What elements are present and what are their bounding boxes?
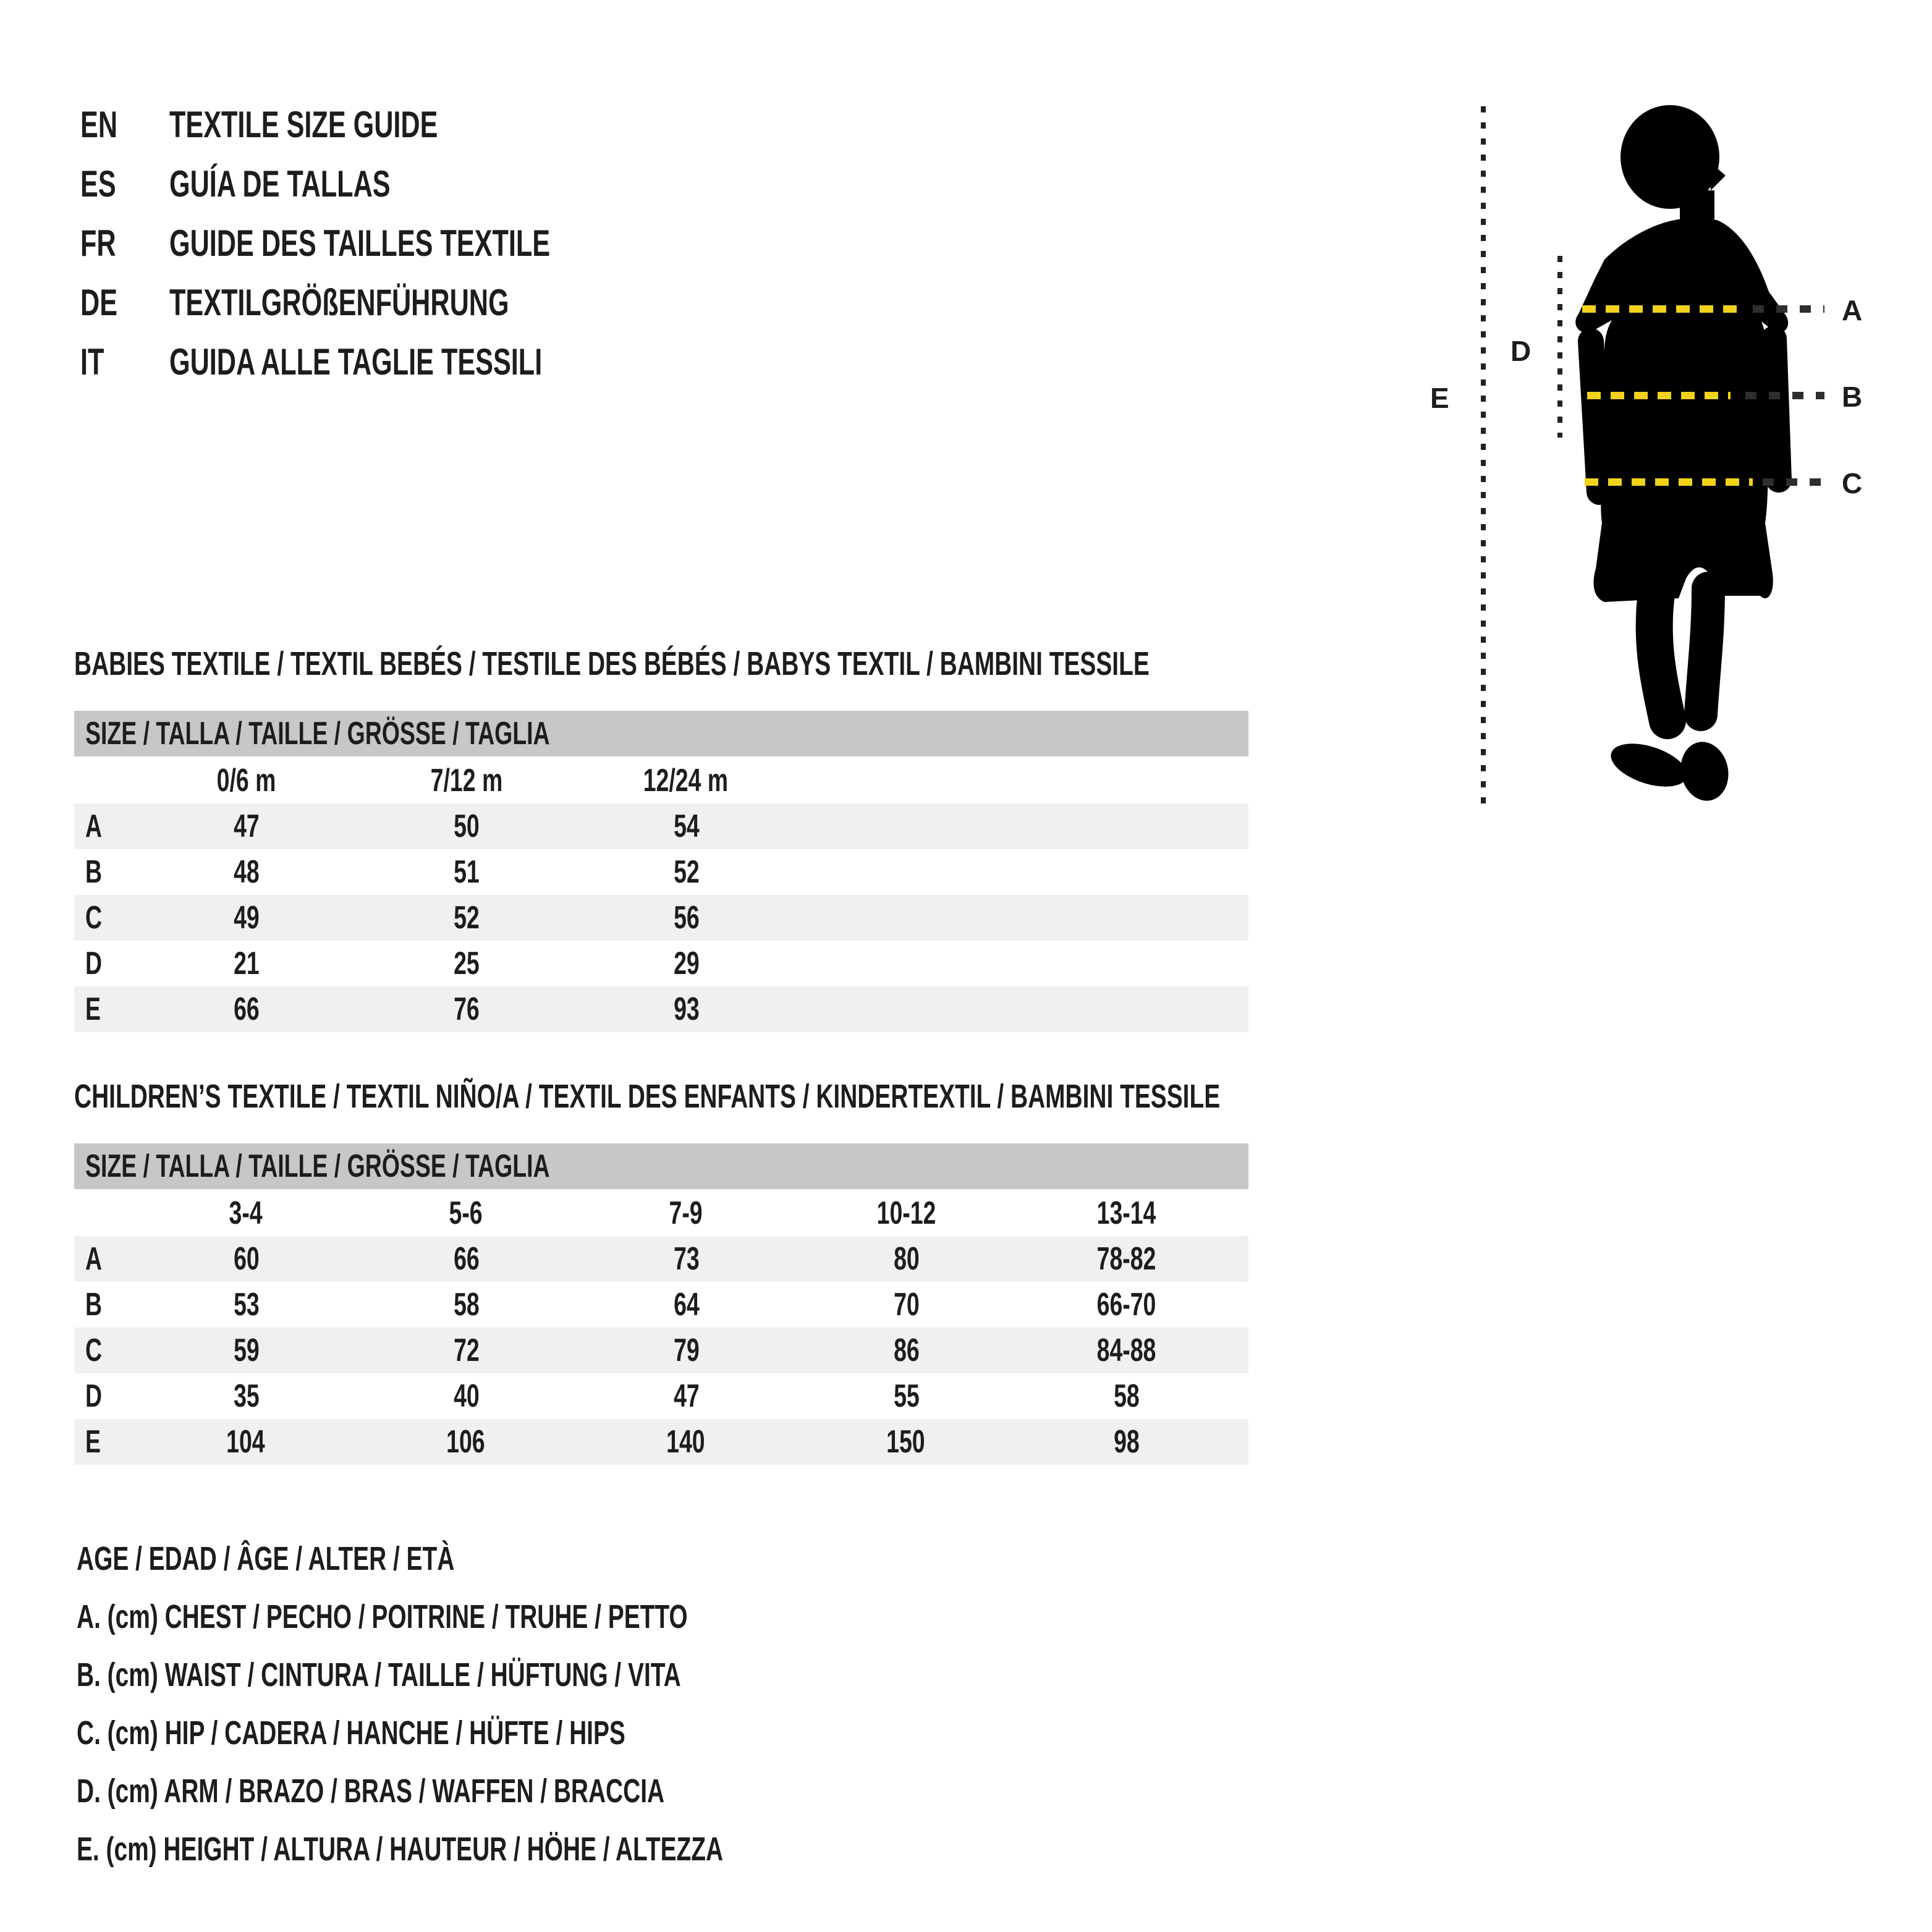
row-label: [74, 807, 136, 845]
language-code: IT: [80, 342, 104, 383]
row-label: [74, 853, 136, 891]
row-label-text: A: [85, 1240, 103, 1277]
size-value: [576, 990, 796, 1028]
size-value-text: 64: [673, 1286, 699, 1323]
row-label-text: C: [85, 1331, 103, 1368]
size-value: [136, 1423, 356, 1461]
size-value-text: 53: [233, 1286, 259, 1323]
size-value: [576, 944, 796, 983]
size-value: [136, 807, 356, 845]
size-value-text: 60: [233, 1240, 259, 1277]
size-value-text: 47: [673, 1377, 699, 1414]
babies-column-header-row: [74, 756, 1248, 803]
size-value-text: 66-70: [1096, 1286, 1156, 1323]
size-value-text: 58: [453, 1286, 479, 1323]
size-value-text: 49: [233, 899, 259, 936]
column-header: [1016, 1193, 1236, 1232]
size-value: [356, 1423, 576, 1461]
column-header: [136, 761, 356, 799]
legend-row-height: [77, 1821, 975, 1879]
size-value-text: 76: [453, 990, 479, 1027]
column-header: [356, 1193, 576, 1232]
size-value: [796, 1377, 1016, 1415]
size-value: [576, 899, 796, 937]
children-column-header-row: [74, 1189, 1248, 1236]
size-value: [356, 944, 576, 983]
legend-row-hip: [77, 1705, 975, 1763]
size-value-text: 21: [233, 944, 259, 981]
legend-text: A. (cm) CHEST / PECHO / POITRINE / TRUHE / PETTO: [77, 1598, 688, 1635]
language-title: GUIDA ALLE TAGLIE TESSILI: [169, 342, 543, 383]
size-value: [576, 1423, 796, 1461]
size-value: [796, 1331, 1016, 1370]
measurement-legend: [77, 1530, 975, 1879]
size-value-text: 55: [893, 1377, 919, 1414]
table-row-a: [74, 803, 1248, 849]
column-header: [356, 761, 576, 799]
legend-text: B. (cm) WAIST / CINTURA / TAILLE / HÜFTUNG / VITA: [77, 1656, 681, 1693]
legend-text: AGE / EDAD / ÂGE / ALTER / ETÀ: [77, 1540, 455, 1577]
size-value-text: 73: [673, 1240, 699, 1277]
row-label-text: B: [85, 1286, 103, 1323]
size-value: [136, 944, 356, 983]
size-value: [1016, 1286, 1236, 1324]
column-header-text: 12/24 m: [643, 761, 729, 798]
size-value-text: 86: [893, 1331, 919, 1368]
size-value: [136, 853, 356, 891]
row-label-text: E: [85, 990, 101, 1027]
size-value-text: 35: [233, 1377, 259, 1414]
size-value: [356, 990, 576, 1028]
language-code: DE: [80, 283, 118, 324]
children-table-rows: [74, 1236, 1248, 1465]
legend-row-arm: [77, 1763, 975, 1821]
size-value: [576, 853, 796, 891]
table-row-a: [74, 1236, 1248, 1282]
row-label: [74, 1240, 136, 1278]
table-row-d: [74, 1373, 1248, 1419]
table-row-b: [74, 849, 1248, 895]
babies-table-rows: [74, 803, 1248, 1032]
measure-label-d: D: [1510, 335, 1532, 367]
language-title: GUIDE DES TAILLES TEXTILE: [169, 224, 551, 265]
size-value-text: 51: [453, 853, 479, 890]
size-value-text: 54: [673, 807, 699, 844]
size-value: [1016, 1377, 1236, 1415]
row-label-text: C: [85, 899, 103, 936]
size-value: [356, 1377, 576, 1415]
size-value: [136, 899, 356, 937]
table-row-d: [74, 941, 1248, 986]
column-header-text: 13-14: [1096, 1193, 1156, 1231]
size-value-text: 98: [1113, 1423, 1139, 1460]
language-title: TEXTILE SIZE GUIDE: [169, 105, 438, 146]
legend-row-age: [77, 1530, 975, 1588]
size-value: [356, 853, 576, 891]
legend-row-chest: [77, 1588, 975, 1646]
column-header-text: 5-6: [449, 1193, 483, 1231]
size-value: [356, 1286, 576, 1324]
size-value: [576, 1240, 796, 1278]
children-textile-section: [74, 1078, 1248, 1465]
row-label: [74, 1331, 136, 1370]
children-size-header-text: SIZE / TALLA / TAILLE / GRÖSSE / TAGLIA: [85, 1147, 550, 1184]
column-header: [796, 1193, 1016, 1232]
size-value-text: 79: [673, 1331, 699, 1368]
size-value: [576, 1377, 796, 1415]
size-value-text: 78-82: [1096, 1240, 1156, 1277]
babies-textile-section: [74, 645, 1248, 1032]
size-value-text: 72: [453, 1331, 479, 1368]
language-code: FR: [80, 224, 116, 265]
children-section-title-text: CHILDREN’S TEXTILE / TEXTIL NIÑO/A / TEXTIL DES ENFANTS / KINDERTEXTIL / BAMBINI TESSILE: [74, 1078, 1221, 1115]
size-value-text: 58: [1113, 1377, 1139, 1414]
size-value: [136, 1377, 356, 1415]
legend-row-waist: [77, 1646, 975, 1705]
babies-section-title: [74, 645, 1248, 682]
language-row-it: [80, 334, 698, 393]
row-label: [74, 1286, 136, 1324]
size-value: [1016, 1240, 1236, 1278]
measure-label-b: B: [1842, 381, 1863, 413]
size-value-text: 40: [453, 1377, 479, 1414]
size-value-text: 25: [453, 944, 479, 981]
babies-section-title-text: BABIES TEXTILE / TEXTIL BEBÉS / TESTILE DES BÉBÉS / BABYS TEXTIL / BAMBINI TESSILE: [74, 645, 1150, 682]
row-label-text: D: [85, 1377, 103, 1414]
size-value-text: 52: [453, 899, 479, 936]
row-label: [74, 1423, 136, 1461]
language-row-fr: [80, 215, 698, 274]
size-value-text: 93: [673, 990, 699, 1027]
row-label: [74, 899, 136, 937]
size-value-text: 80: [893, 1240, 919, 1277]
language-row-es: [80, 156, 698, 215]
row-label-text: E: [85, 1423, 101, 1460]
table-row-b: [74, 1282, 1248, 1328]
size-value-text: 70: [893, 1286, 919, 1323]
size-value: [356, 1331, 576, 1370]
size-value: [796, 1286, 1016, 1324]
size-value: [796, 1240, 1016, 1278]
legend-text: C. (cm) HIP / CADERA / HANCHE / HÜFTE / HIPS: [77, 1714, 625, 1752]
size-value: [1016, 1423, 1236, 1461]
size-value: [136, 990, 356, 1028]
table-row-e: [74, 1419, 1248, 1465]
row-label-text: A: [85, 807, 103, 844]
children-size-header-bar: [74, 1143, 1248, 1189]
size-value: [136, 1331, 356, 1370]
language-row-en: [80, 96, 698, 156]
row-label: [74, 1377, 136, 1415]
table-row-c: [74, 895, 1248, 941]
measurement-diagram-svg: [1397, 96, 1928, 813]
size-value: [136, 1286, 356, 1324]
row-label-text: D: [85, 944, 103, 981]
measure-label-e: E: [1430, 382, 1449, 414]
size-value: [136, 1240, 356, 1278]
size-value-text: 106: [446, 1423, 486, 1460]
language-title: TEXTILGRÖßENFÜHRUNG: [169, 283, 509, 324]
child-silhouette-icon: [1575, 105, 1788, 805]
size-value: [576, 807, 796, 845]
size-value-text: 47: [233, 807, 259, 844]
legend-text: E. (cm) HEIGHT / ALTURA / HAUTEUR / HÖHE / ALTEZZA: [77, 1831, 724, 1868]
size-value-text: 56: [673, 899, 699, 936]
table-row-e: [74, 986, 1248, 1032]
size-value: [796, 1423, 1016, 1461]
size-value-text: 84-88: [1096, 1331, 1156, 1368]
row-label-text: B: [85, 853, 103, 890]
size-value: [356, 807, 576, 845]
language-title: GUÍA DE TALLAS: [169, 164, 391, 205]
measure-label-a: A: [1842, 294, 1863, 326]
size-value-text: 150: [886, 1423, 926, 1460]
column-header: [576, 1193, 796, 1232]
babies-size-header-bar: [74, 711, 1248, 756]
language-code: ES: [80, 164, 116, 205]
size-value: [576, 1331, 796, 1370]
children-section-title: [74, 1078, 1248, 1115]
legend-text: D. (cm) ARM / BRAZO / BRAS / WAFFEN / BRACCIA: [77, 1773, 665, 1810]
size-value-text: 52: [673, 853, 699, 890]
size-value-text: 66: [233, 990, 259, 1027]
column-header-text: 0/6 m: [216, 761, 276, 798]
column-header-text: 3-4: [229, 1193, 263, 1231]
language-code: EN: [80, 105, 118, 146]
size-value: [576, 1286, 796, 1324]
column-header: [136, 1193, 356, 1232]
size-value-text: 140: [666, 1423, 706, 1460]
size-value-text: 59: [233, 1331, 259, 1368]
size-value-text: 29: [673, 944, 699, 981]
size-value: [356, 1240, 576, 1278]
size-value-text: 50: [453, 807, 479, 844]
babies-size-header-text: SIZE / TALLA / TAILLE / GRÖSSE / TAGLIA: [85, 714, 550, 752]
size-value-text: 66: [453, 1240, 479, 1277]
row-label: [74, 990, 136, 1028]
size-value: [356, 899, 576, 937]
measure-label-c: C: [1842, 467, 1863, 499]
column-header-text: 10-12: [876, 1193, 936, 1231]
measurement-diagram: [1397, 96, 1928, 813]
size-value: [1016, 1331, 1236, 1370]
row-label: [74, 944, 136, 983]
size-value-text: 48: [233, 853, 259, 890]
language-row-de: [80, 274, 698, 334]
table-row-c: [74, 1328, 1248, 1373]
column-header: [576, 761, 796, 799]
size-value-text: 104: [226, 1423, 266, 1460]
column-header-text: 7-9: [669, 1193, 703, 1231]
column-header-text: 7/12 m: [430, 761, 502, 798]
language-title-list: [80, 96, 698, 393]
